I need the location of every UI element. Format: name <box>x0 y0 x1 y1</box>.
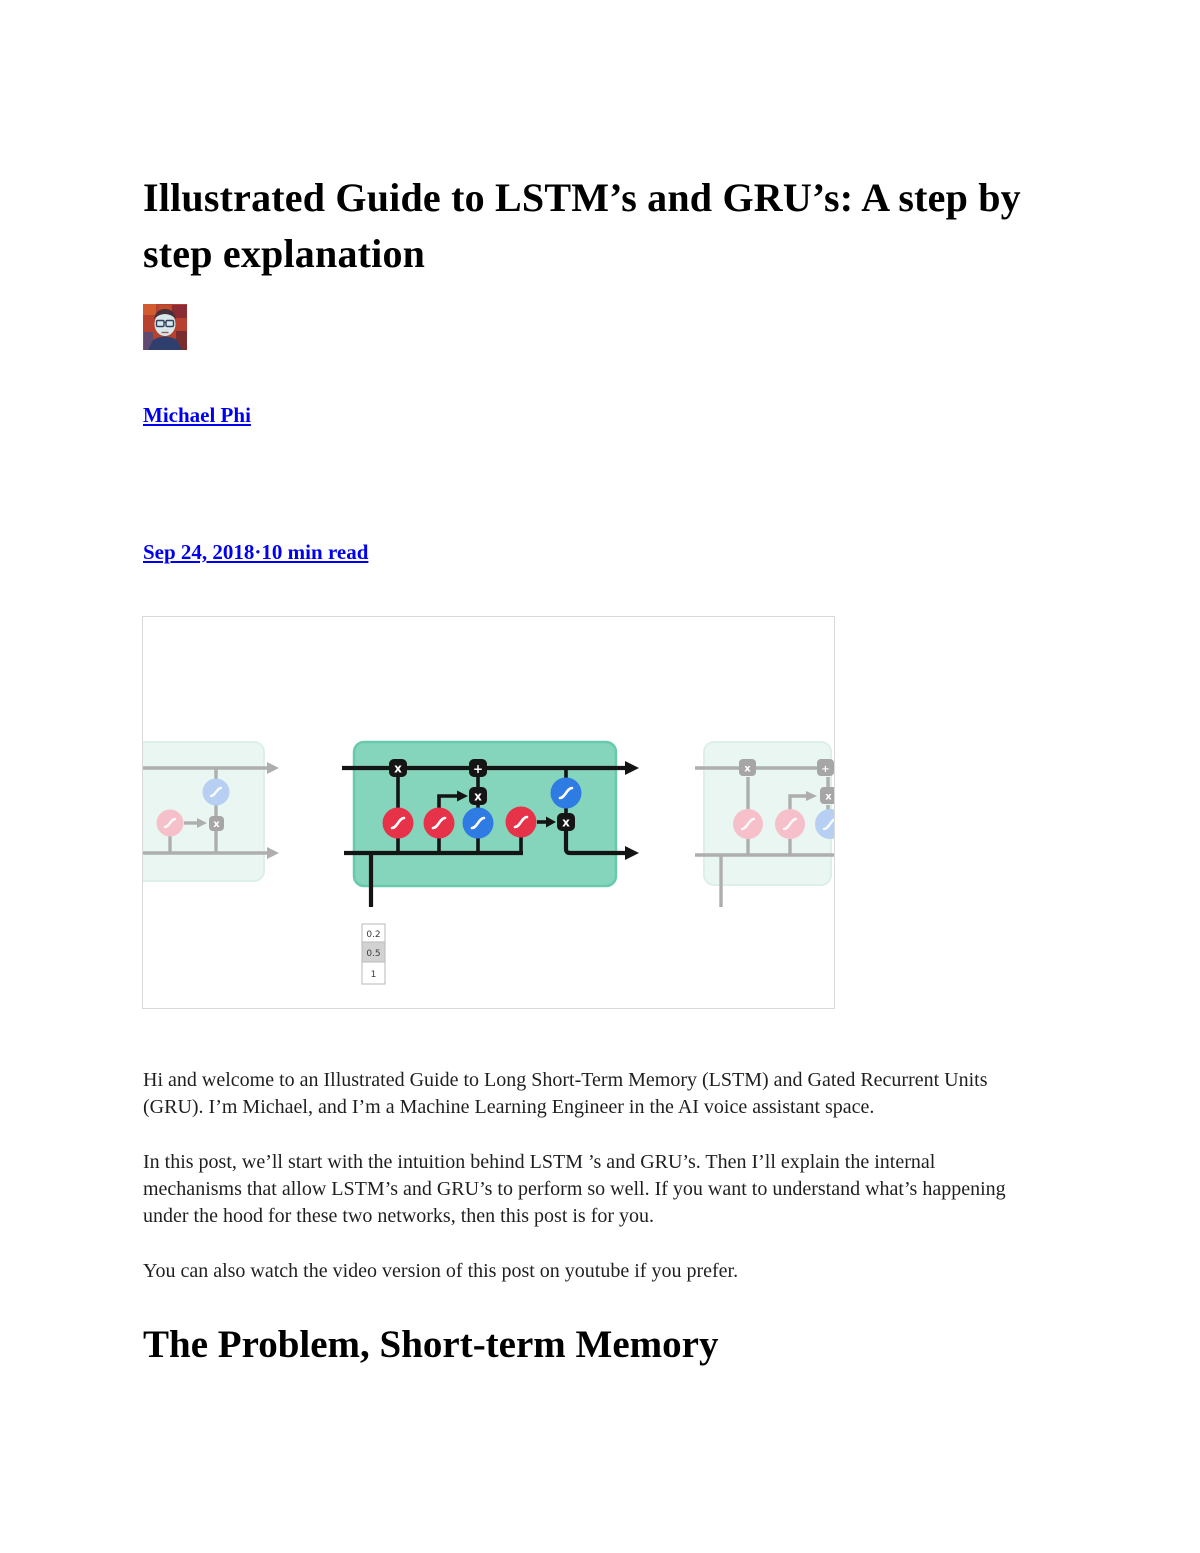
center-lstm-cell <box>342 742 639 907</box>
right-faded-cell <box>695 742 834 907</box>
input-value-stack <box>362 924 385 984</box>
cell-add-label: + <box>472 762 484 776</box>
avatar-image <box>143 304 187 350</box>
left-bottom-arrowhead <box>267 847 279 859</box>
hero-figure <box>142 616 835 1009</box>
paragraph-overview: In this post, we’ll start with the intuition behind LSTM ’s and GRU’s. Then I’ll explain the internal mechanisms that allow LSTM’s and GRU’s to perform so well. If you want to understand what’s happening under the hood for these two networks, then this post is for you. <box>143 1151 1006 1227</box>
input-multiply-label: x <box>474 789 482 804</box>
date-readtime-link[interactable]: Sep 24, 2018·10 min read <box>143 540 369 564</box>
right-cell-box <box>704 742 831 885</box>
paragraph-intro: Hi and welcome to an Illustrated Guide to Long Short-Term Memory (LSTM) and Gated Recurrent Units (GRU). I’m Michael, and I’m a Machine Learning Engineer in the AI voice assistant space. <box>143 1069 988 1118</box>
author-avatar[interactable] <box>143 304 187 350</box>
left-faded-cell <box>143 742 279 881</box>
left-cell-box <box>143 742 264 881</box>
value-box-1-label: 0.2 <box>366 930 381 940</box>
forget-multiply-label: x <box>394 761 402 776</box>
cell-state-arrowhead <box>625 761 639 775</box>
byline <box>143 402 1200 431</box>
page-title: Illustrated Guide to LSTM’s and GRU’s: A step by step explanation <box>143 175 1021 276</box>
paragraph-video: You can also watch the video version of this post on youtube if you prefer. <box>143 1260 739 1282</box>
section-heading: The Problem, Short-term Memory <box>143 1323 719 1366</box>
right-multiply-label: x <box>744 763 751 775</box>
value-box-2-label: 0.5 <box>366 949 381 959</box>
right-multiply-label-2: x <box>825 791 832 803</box>
left-top-arrowhead <box>267 762 279 774</box>
date-line <box>143 539 1200 568</box>
right-add-label: + <box>821 764 830 775</box>
output-multiply-label: x <box>562 815 570 830</box>
left-multiply-label: x <box>213 819 220 830</box>
value-box-3-label: 1 <box>370 970 377 980</box>
author-link[interactable]: Michael Phi <box>143 403 251 427</box>
output-arrowhead <box>625 846 639 860</box>
lstm-diagram <box>143 617 834 1008</box>
